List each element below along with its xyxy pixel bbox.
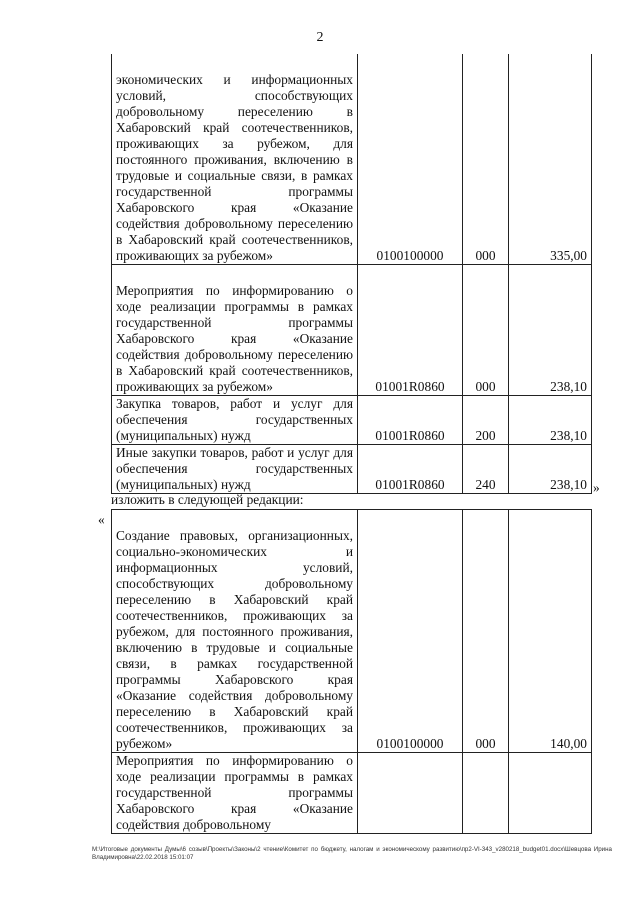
table-row bbox=[112, 265, 592, 396]
page-number: 2 bbox=[316, 30, 324, 45]
table-row bbox=[112, 510, 592, 753]
row-expense-type: 240 bbox=[463, 445, 509, 494]
row-target-code: 01001R0860 bbox=[358, 445, 463, 494]
row-expense-type: 200 bbox=[463, 396, 509, 445]
row-amount: 335,00 bbox=[509, 54, 592, 265]
row-target-code bbox=[358, 753, 463, 834]
row-amount: 238,10 bbox=[509, 445, 592, 494]
row-description: Мероприятия по информированию о ходе реализации программы в рамках государственной программы Хабаровского края «Оказание содействия добровольному переселению в Хабаровский край соотечественников, проживающих за рубежом» bbox=[112, 265, 358, 396]
row-amount bbox=[509, 753, 592, 834]
opening-quote-mark: « bbox=[98, 512, 105, 527]
row-expense-type: 000 bbox=[463, 510, 509, 753]
file-path-footer: М:\Итоговые документы Думы\6 созыв\Проекты\Законы\2 чтение\Комитет по бюджету, налогам и экономическому развитию\пр2-VI-343_v280218_budget01.docx\Шевцова Ирина Владимировна\22.02.2018 15:01:07 bbox=[92, 846, 612, 861]
row-amount: 238,10 bbox=[509, 396, 592, 445]
table-row bbox=[112, 445, 592, 494]
table-row bbox=[112, 753, 592, 834]
row-expense-type bbox=[463, 753, 509, 834]
closing-quote-mark: » bbox=[593, 480, 600, 495]
row-description: Закупка товаров, работ и услуг для обеспечения государственных (муниципальных) нужд bbox=[112, 396, 358, 445]
table-row bbox=[112, 396, 592, 445]
row-target-code: 0100100000 bbox=[358, 54, 463, 265]
row-amount: 140,00 bbox=[509, 510, 592, 753]
row-target-code: 0100100000 bbox=[358, 510, 463, 753]
row-target-code: 01001R0860 bbox=[358, 396, 463, 445]
table-row bbox=[112, 54, 592, 265]
row-expense-type: 000 bbox=[463, 54, 509, 265]
row-description: Мероприятия по информированию о ходе реализации программы в рамках государственной программы Хабаровского края «Оказание содействия добровольному bbox=[112, 753, 358, 834]
row-description: экономических и информационных условий, способствующих добровольному переселению в Хабаровский край соотечественников, проживающих за рубежом, для постоянного проживания, включению в трудовые и социальные связи, в рамках государственной программы Хабаровского края «Оказание содействия добровольному переселению в Хабаровский край соотечественников, проживающих за рубежом» bbox=[112, 54, 358, 265]
budget-table-old bbox=[111, 54, 592, 494]
budget-table-new bbox=[111, 509, 592, 834]
row-target-code: 01001R0860 bbox=[358, 265, 463, 396]
row-description: Иные закупки товаров, работ и услуг для обеспечения государственных (муниципальных) нужд bbox=[112, 445, 358, 494]
edit-instruction: изложить в следующей редакции: bbox=[111, 492, 304, 507]
row-expense-type: 000 bbox=[463, 265, 509, 396]
row-description: Создание правовых, организационных, социально-экономических и информационных условий, способствующих добровольному переселению в Хабаровский край соотечественников, проживающих за рубежом, для постоянного проживания, включению в трудовые и социальные связи, в рамках государственной программы Хабаровского края «Оказание содействия добровольному переселению в Хабаровский край соотечественников, проживающих за рубежом» bbox=[112, 510, 358, 753]
row-amount: 238,10 bbox=[509, 265, 592, 396]
